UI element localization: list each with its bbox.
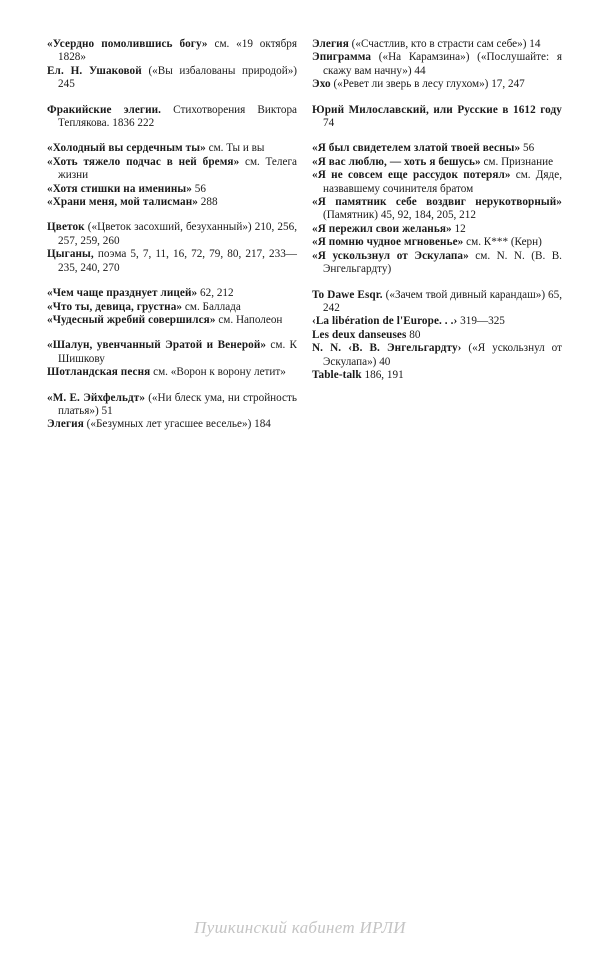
entry-title: «Я ускользнул от Эскулапа» <box>312 249 469 262</box>
entry-reference: см. К*** (Керн) <box>463 236 542 249</box>
group-gap <box>312 92 562 104</box>
entry-title: Ел. Н. Ушаковой <box>47 64 142 77</box>
index-entry <box>312 315 562 328</box>
entry-title: To Dawe Esqr. <box>312 288 383 301</box>
index-entry <box>47 104 297 131</box>
entry-title: «Я помню чудное мгновенье» <box>312 236 464 249</box>
entry-title: «Храни меня, мой талисман» <box>47 196 198 209</box>
entry-reference: («На Карамзина») («Послушайте: я скажу вам начну») 44 <box>323 51 562 77</box>
entry-reference: Стихотворения Виктора Теплякова. 1836 222 <box>58 103 298 130</box>
entry-title: Элегия <box>47 418 84 431</box>
index-entry <box>47 418 297 431</box>
group-gap <box>47 327 297 339</box>
entry-reference: см. «19 октября 1828» <box>58 38 298 64</box>
index-entry <box>312 342 562 369</box>
index-entry <box>312 223 562 236</box>
index-entry <box>47 183 297 196</box>
left-column <box>47 38 297 432</box>
group-gap <box>312 277 562 289</box>
index-entry <box>47 156 297 183</box>
index-entry <box>312 250 562 277</box>
entry-reference: см. «Ворон к ворону летит» <box>150 366 286 379</box>
index-entry <box>312 51 562 78</box>
entry-title: Юрий Милославский, или Русские в 1612 году <box>312 103 562 116</box>
entry-title: Шотландская песня <box>47 366 151 379</box>
index-entry <box>312 236 562 249</box>
group-gap <box>47 209 297 221</box>
entry-title: «Хотя стишки на именины» <box>47 182 192 195</box>
group-gap <box>47 92 297 104</box>
entry-reference: 12 <box>451 222 466 235</box>
entry-reference: см. N. N. (В. В. Энгельгардту) <box>323 249 562 276</box>
right-column <box>312 38 562 382</box>
entry-title: «Шалун, увенчанный Эратой и Венерой» <box>47 339 267 352</box>
entry-title: «Усердно помолившись богу» <box>47 38 208 50</box>
entry-reference: см. Телега жизни <box>58 155 297 182</box>
index-entry <box>47 221 297 248</box>
entry-reference: («Ни блеск ума, ни стройность платья») 51 <box>58 391 297 417</box>
entry-reference: 186, 191 <box>361 368 404 381</box>
entry-reference: 56 <box>520 142 535 155</box>
index-entry <box>47 142 297 155</box>
entry-title: «Я вас люблю, — хоть я бешусь» <box>312 155 481 168</box>
index-entry <box>312 78 562 91</box>
index-entry <box>47 301 297 314</box>
entry-reference: 319—325 <box>457 315 505 328</box>
entry-reference: см. Дяде, назвавшему сочинителя братом <box>323 169 562 195</box>
entry-reference: см. К Шишкову <box>58 339 297 365</box>
index-entry <box>47 196 297 209</box>
entry-reference: (Памятник) 45, 92, 184, 205, 212 <box>323 209 476 222</box>
entry-reference: поэма 5, 7, 11, 16, 72, 79, 80, 217, 233—235, 240, 270 <box>58 248 297 274</box>
index-entry <box>47 314 297 327</box>
entry-title: «Хоть тяжело подчас в ней бремя» <box>47 155 240 168</box>
index-entry <box>47 339 297 366</box>
index-entry <box>312 104 562 131</box>
entry-reference: см. Ты и вы <box>205 142 265 155</box>
entry-reference: 288 <box>197 196 218 209</box>
entry-title: Эхо <box>312 78 331 91</box>
watermark: Пушкинский кабинет ИРЛИ <box>194 918 406 937</box>
index-entry <box>312 329 562 342</box>
entry-reference: 56 <box>191 182 206 195</box>
entry-title: «Я был свидетелем златой твоей весны» <box>312 142 521 155</box>
group-gap <box>312 130 562 142</box>
index-entry <box>47 248 297 275</box>
entry-reference: («Я ускользнул от Эскулапа») 40 <box>323 342 563 368</box>
entry-reference: («Безумных лет угасшее веселье») 184 <box>83 418 271 431</box>
index-entry <box>312 156 562 169</box>
index-entry <box>47 65 297 92</box>
group-gap <box>47 275 297 287</box>
entry-reference: («Зачем твой дивный карандаш») 65, 242 <box>323 288 562 314</box>
entry-reference: («Вы избалованы природой») 245 <box>58 64 298 91</box>
index-entry <box>312 289 562 316</box>
group-gap <box>47 130 297 142</box>
index-entry <box>312 38 562 51</box>
entry-reference: см. Баллада <box>182 300 241 313</box>
entry-reference: см. Наполеон <box>215 313 283 326</box>
index-entry <box>312 369 562 382</box>
entry-title: Цыганы, <box>47 248 94 261</box>
entry-title: Les deux danseuses <box>312 328 407 341</box>
entry-reference: («Счастлив, кто в страсти сам себе») 14 <box>348 38 541 50</box>
entry-reference: 80 <box>406 328 421 341</box>
entry-title: «Чудесный жребий совершился» <box>47 313 216 326</box>
entry-title: «Что ты, девица, грустна» <box>47 300 183 313</box>
entry-reference: см. Признание <box>480 155 554 168</box>
entry-reference: («Цветок засохший, безуханный») 210, 256, 257, 259, 260 <box>58 221 297 247</box>
entry-title: Элегия <box>312 38 349 50</box>
entry-title: Table-talk <box>312 368 362 381</box>
entry-title: Цветок <box>47 221 85 234</box>
entry-reference: 74 <box>323 117 335 130</box>
entry-title: Эпиграмма <box>312 51 372 64</box>
group-gap <box>47 380 297 392</box>
entry-title: «Чем чаще празднует лицей» <box>47 287 198 300</box>
entry-title: N. N. ‹В. В. Энгельгардту› <box>312 342 462 355</box>
entry-title: ‹La libération de l'Europe. . .› <box>312 315 458 328</box>
entry-reference: 62, 212 <box>197 287 234 300</box>
index-entry <box>47 287 297 300</box>
entry-title: «Холодный вы сердечным ты» <box>47 142 206 155</box>
entry-title: «М. Е. Эйхфельдт» <box>47 391 146 404</box>
entry-reference: («Ревет ли зверь в лесу глухом») 17, 247 <box>330 78 525 91</box>
entry-title: Фракийские элегии. <box>47 103 162 116</box>
index-entry <box>47 392 297 419</box>
entry-title: «Я памятник себе воздвиг нерукотворный» <box>312 196 562 209</box>
entry-title: «Я не совсем еще рассудок потерял» <box>312 169 511 182</box>
index-entry <box>47 366 297 379</box>
index-entry <box>312 142 562 155</box>
entry-title: «Я пережил свои желанья» <box>312 222 452 235</box>
index-entry <box>47 38 297 65</box>
index-entry <box>312 169 562 196</box>
index-entry <box>312 196 562 223</box>
